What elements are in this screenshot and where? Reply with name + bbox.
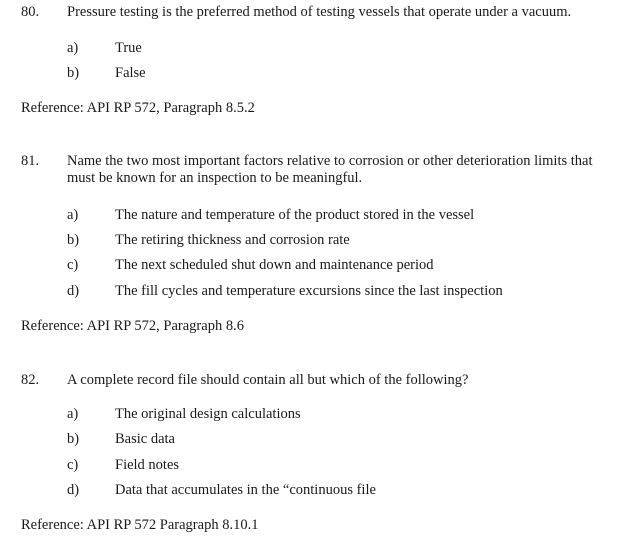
option-b (0, 431, 634, 451)
question-text: Pressure testing is the preferred method of testing vessels that operate under a vacuum. (67, 4, 572, 20)
option-letter: c) (67, 457, 79, 473)
option-letter: b) (67, 65, 80, 81)
option-b (0, 65, 634, 85)
option-c (0, 257, 634, 277)
question-text: Name the two most important factors relative to corrosion or other deterioration limits that must be known for an inspection to be meaningful. (67, 153, 593, 186)
option-text: True (115, 40, 142, 56)
option-text: The original design calculations (115, 406, 301, 422)
reference: Reference: API RP 572 Paragraph 8.10.1 (21, 517, 259, 533)
option-text: The fill cycles and temperature excursions since the last inspection (115, 283, 503, 299)
question-number: 80. (21, 4, 40, 20)
option-letter: b) (67, 232, 80, 248)
option-c (0, 457, 634, 477)
option-letter: a) (67, 406, 79, 422)
option-letter: d) (67, 482, 80, 498)
option-text: The nature and temperature of the product stored in the vessel (115, 207, 475, 223)
reference: Reference: API RP 572, Paragraph 8.5.2 (21, 100, 255, 116)
option-letter: a) (67, 40, 79, 56)
question-text: A complete record file should contain all but which of the following? (67, 372, 469, 388)
option-text: Basic data (115, 431, 175, 447)
option-d (0, 482, 634, 502)
option-b (0, 232, 634, 252)
option-text: Field notes (115, 457, 180, 473)
option-letter: b) (67, 431, 80, 447)
option-a (0, 406, 634, 426)
option-text: The retiring thickness and corrosion rate (115, 232, 350, 248)
option-d (0, 283, 634, 303)
question-number: 82. (21, 372, 40, 388)
option-a (0, 40, 634, 60)
question-number: 81. (21, 153, 40, 169)
reference: Reference: API RP 572, Paragraph 8.6 (21, 318, 244, 334)
option-text: The next scheduled shut down and maintenance period (115, 257, 434, 273)
option-a (0, 207, 634, 227)
option-letter: a) (67, 207, 79, 223)
option-letter: d) (67, 283, 80, 299)
option-text: Data that accumulates in the “continuous file (115, 482, 376, 498)
option-text: False (115, 65, 146, 81)
option-letter: c) (67, 257, 79, 273)
